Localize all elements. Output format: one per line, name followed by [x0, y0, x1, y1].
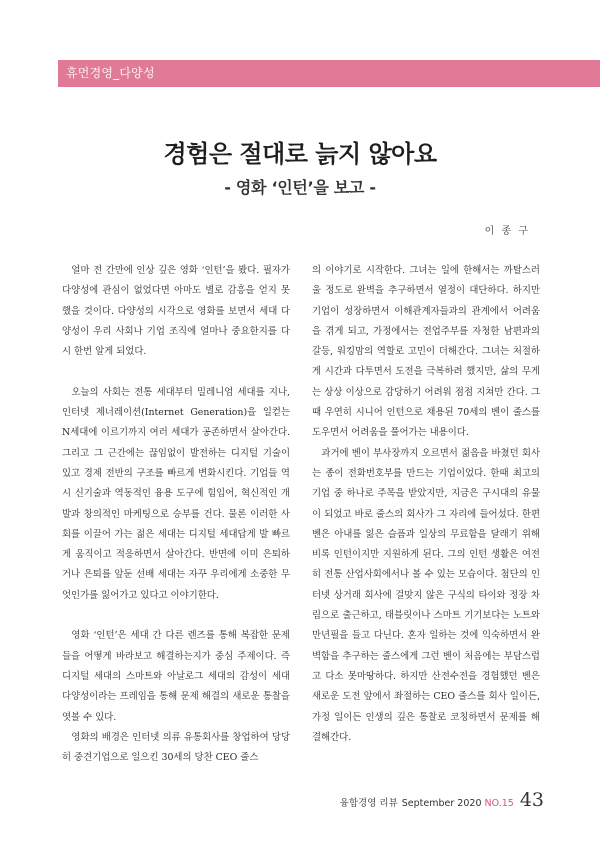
- category-label: 휴먼경영_다양성: [66, 66, 155, 80]
- author-name: 이 종 구: [484, 226, 530, 237]
- body-column-left: [62, 261, 290, 768]
- article-subtitle: - 영화 ‘인턴’을 보고 -: [224, 178, 376, 197]
- article-title: 경험은 절대로 늙지 않아요: [163, 140, 437, 168]
- paragraph: 얼마 전 간만에 인상 깊은 영화 ‘인턴’을 봤다. 필자가 다양성에 관심이 없었다면 아마도 별로 감흥을 얻지 못했을 것이다. 다양성의 시각으로 영화를 보면서 세대 다양성이 우리 사회나 기업 조직에 얼마나 중요한지를 다시 한번 알게 되었다.: [62, 265, 290, 358]
- page-footer: [340, 789, 544, 811]
- category-banner: [58, 60, 600, 87]
- paragraph: 영화 ‘인턴’은 세대 간 다른 렌즈를 통해 복잡한 문제들을 어떻게 바라보고 해결하는지가 중심 주제이다. 즉 디지털 세대의 스마트와 아날로그 세대의 감성이 세대 다양성이라는 프레임을 통해 문제 해결의 새로운 통찰을 엿볼 수 있다.: [62, 630, 290, 723]
- paragraph: 영화의 배경은 인터넷 의류 유통회사를 창업하여 당당히 중견기업으로 일으킨 30세의 당찬 CEO 줄스: [62, 731, 290, 764]
- page-number: 43: [519, 789, 544, 811]
- paragraph: 오늘의 사회는 전통 세대부터 밀레니엄 세대를 지나, 인터넷 제너레이션(Internet Generation)을 일컫는 N세대에 이르기까지 여러 세대가 공존하면서 살아간다. 그리고 그 근간에는 끊임없이 발전하는 디지털 기술이 있고 경제 전반의 구조를 빠르게 변화시킨다. 기업들 역시 신기술과 역동적인 융용 도구에 힘입어, 혁신적인 개발과 창의적인 마케팅으로 승부를 건다. 물론 이러한 사회를 이끌어 가는 젊은 세대는 디지털 세대답게 발 빠르게 움직이고 적응하면서 살아간다. 반면에 이미 은퇴하거나 은퇴를 앞둔 선배 세대는 자꾸 우리에게 소중한 무엇인가를 잃어가고 있다고 이야기한다.: [62, 386, 290, 601]
- issue-number: NO.15: [484, 798, 514, 809]
- issue-date: September 2020: [401, 798, 482, 809]
- paragraph: 과거에 벤이 부사장까지 오르면서 젊음을 바쳤던 회사는 종이 전화번호부를 만드는 기업이었다. 한때 최고의 기업 중 하나로 주목을 받았지만, 지금은 구시대의 유물이 되었고 바로 줄스의 회사가 그 자리에 들어섰다. 한편 벤은 아내를 잃은 슬픔과 일상의 무료함을 달래기 위해 비록 인턴이지만 지원하게 된다. 그의 인턴 생활은 여전히 전통 산업사회에서나 볼 수 있는 모습이다. 첨단의 인터넷 상거래 회사에 걸맞지 않은 구식의 타이와 정장 차림으로 출근하고, 태블릿이나 스마트 기기보다는 노트와 만년필을 들고 다닌다. 혼자 일하는 것에 익숙하면서 완벽함을 추구하는 줄스에게 그런 벤이 처음에는 부담스럽고 다소 못마땅하다. 하지만 산전수전을 경험했던 벤은 새로운 도전 앞에서 좌절하는 CEO 줄스를 회사 일이든, 가정 일이든 인생의 깊은 통찰로 코칭하면서 문제를 해결해간다.: [312, 447, 540, 743]
- body-column-right: [312, 261, 540, 748]
- paragraph: 의 이야기로 시작한다. 그녀는 일에 한해서는 까탈스러울 정도로 완벽을 추구하면서 열정이 대단하다. 하지만 기업이 성장하면서 이해관계자들과의 관계에서 어려움을 겪게 되고, 가정에서는 전업주부를 자청한 남편과의 갈등, 워킹맘의 역할로 고민이 더해간다. 그녀는 처절하게 시간과 다투면서 도전을 극복하려 했지만, 삶의 무게는 상상 이상으로 감당하기 어려워 점점 지쳐만 간다. 그때 우연히 시니어 인턴으로 채용된 70세의 벤이 줄스를 도우면서 어려움을 풀어가는 내용이다.: [312, 265, 540, 439]
- magazine-name: 융합경영 리뷰: [339, 798, 398, 809]
